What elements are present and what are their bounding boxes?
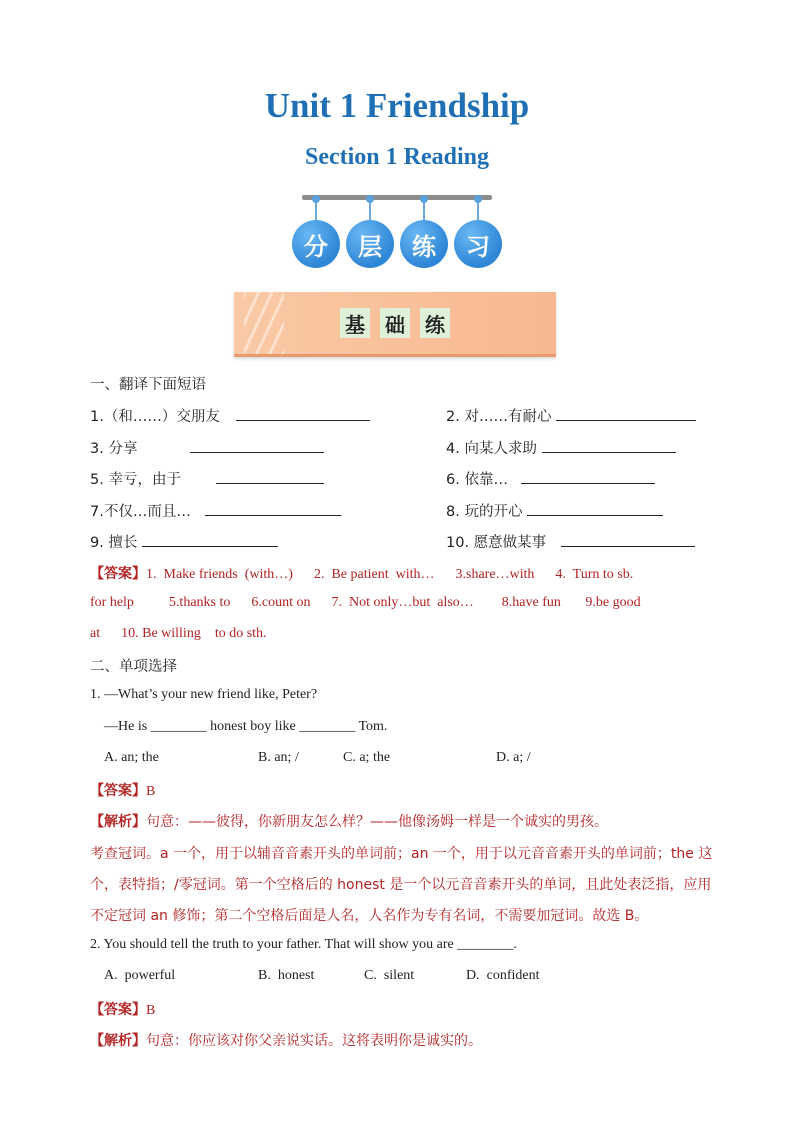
circle-char: 练 <box>400 220 448 268</box>
banner-char: 基 <box>340 308 370 338</box>
phrase-item-1 <box>90 405 370 426</box>
q1-option-a: A. an; the <box>104 750 159 765</box>
analysis-text: 句意：——彼得，你新朋友怎么样？——他像汤姆一样是一个诚实的男孩。 <box>146 814 608 830</box>
q2-option-d: D. confident <box>466 968 540 983</box>
unit-title: Unit 1 Friendship <box>264 86 530 125</box>
q1-option-c: C. a; the <box>343 750 391 765</box>
q1-stem2: —He is ________ honest boy like ________ Tom. <box>104 719 388 734</box>
q2-stem: 2. You should tell the truth to your father. That will show you are ________. <box>90 937 517 952</box>
circle-char: 分 <box>292 220 340 268</box>
circle-badge-2 <box>346 198 394 268</box>
answer-tag: 【答案】 <box>90 1002 146 1018</box>
q2-analysis1 <box>90 1030 482 1050</box>
analysis-text: 句意：你应该对你父亲说实话。这将表明你是诚实的。 <box>146 1033 482 1049</box>
circle-badge-4 <box>454 198 502 268</box>
circle-badge-3 <box>400 198 448 268</box>
phrase-label: 1.（和……）交朋友 <box>90 409 220 425</box>
section-banner <box>234 292 556 357</box>
answer-text: B <box>146 1003 156 1018</box>
q1-analysis1 <box>90 811 608 831</box>
q2-answer <box>90 999 155 1019</box>
phrase-label: 7.不仅…而且… <box>90 504 191 520</box>
phrase-item-10 <box>446 531 695 552</box>
part1-answer-line3: at 10. Be willing to do sth. <box>90 626 267 641</box>
q2-option-a: A. powerful <box>104 968 176 983</box>
part2-heading: 二、单项选择 <box>90 659 177 675</box>
q1-option-b: B. an; / <box>258 750 299 765</box>
phrase-item-4 <box>446 437 676 458</box>
circle-badge-1 <box>292 198 340 268</box>
analysis-tag: 【解析】 <box>90 1033 146 1049</box>
phrase-item-7 <box>90 500 341 521</box>
banner-char: 练 <box>420 308 450 338</box>
phrase-item-6 <box>446 468 655 489</box>
phrase-item-5 <box>90 468 324 489</box>
phrase-item-9 <box>90 531 278 552</box>
q1-answer <box>90 780 155 800</box>
phrase-label: 10. 愿意做某事 <box>446 535 547 551</box>
phrase-label: 3. 分享 <box>90 441 138 457</box>
q1-option-d: D. a; / <box>496 750 531 765</box>
phrase-label: 6. 依靠… <box>446 472 508 488</box>
phrase-label: 2. 对……有耐心 <box>446 409 552 425</box>
circle-char: 层 <box>346 220 394 268</box>
q1-stem: 1. —What’s your new friend like, Peter? <box>90 687 318 702</box>
q1-analysis4: 不定冠词 an 修饰；第二个空格后面是人名，人名作为专有名词，不需要加冠词。故选 B。 <box>90 908 649 924</box>
phrase-item-3 <box>90 437 324 458</box>
banner-stripes <box>244 292 284 354</box>
banner-char: 础 <box>380 308 410 338</box>
section-subtitle: Section 1 Reading <box>304 144 489 170</box>
phrase-item-2 <box>446 405 696 426</box>
answer-text: B <box>146 784 156 799</box>
answer-tag: 【答案】 <box>90 783 146 799</box>
part1-answer-line1 <box>90 563 633 583</box>
answer-text: 1. Make friends (with…) 2. Be patient with… 3.share…with 4. Turn to sb. <box>146 567 634 582</box>
phrase-label: 9. 擅长 <box>90 535 138 551</box>
phrase-label: 4. 向某人求助 <box>446 441 537 457</box>
part1-answer-line2: for help 5.thanks to 6.count on 7. Not only…but also… 8.have fun 9.be good <box>90 595 641 610</box>
phrase-item-8 <box>446 500 663 521</box>
q2-option-c: C. silent <box>364 968 415 983</box>
analysis-tag: 【解析】 <box>90 814 146 830</box>
q2-option-b: B. honest <box>258 968 315 983</box>
circle-char: 习 <box>454 220 502 268</box>
phrase-label: 8. 玩的开心 <box>446 504 523 520</box>
q1-analysis3: 个，表特指；/零冠词。第一个空格后的 honest 是一个以元音音素开头的单词，且此处表泛指，应用 <box>90 877 712 893</box>
answer-tag: 【答案】 <box>90 566 146 582</box>
phrase-label: 5. 幸亏，由于 <box>90 472 181 488</box>
part1-heading: 一、翻译下面短语 <box>90 377 206 393</box>
q1-analysis2: 考查冠词。a 一个，用于以辅音音素开头的单词前；an 一个，用于以元音音素开头的单词前；the 这 <box>90 846 713 862</box>
